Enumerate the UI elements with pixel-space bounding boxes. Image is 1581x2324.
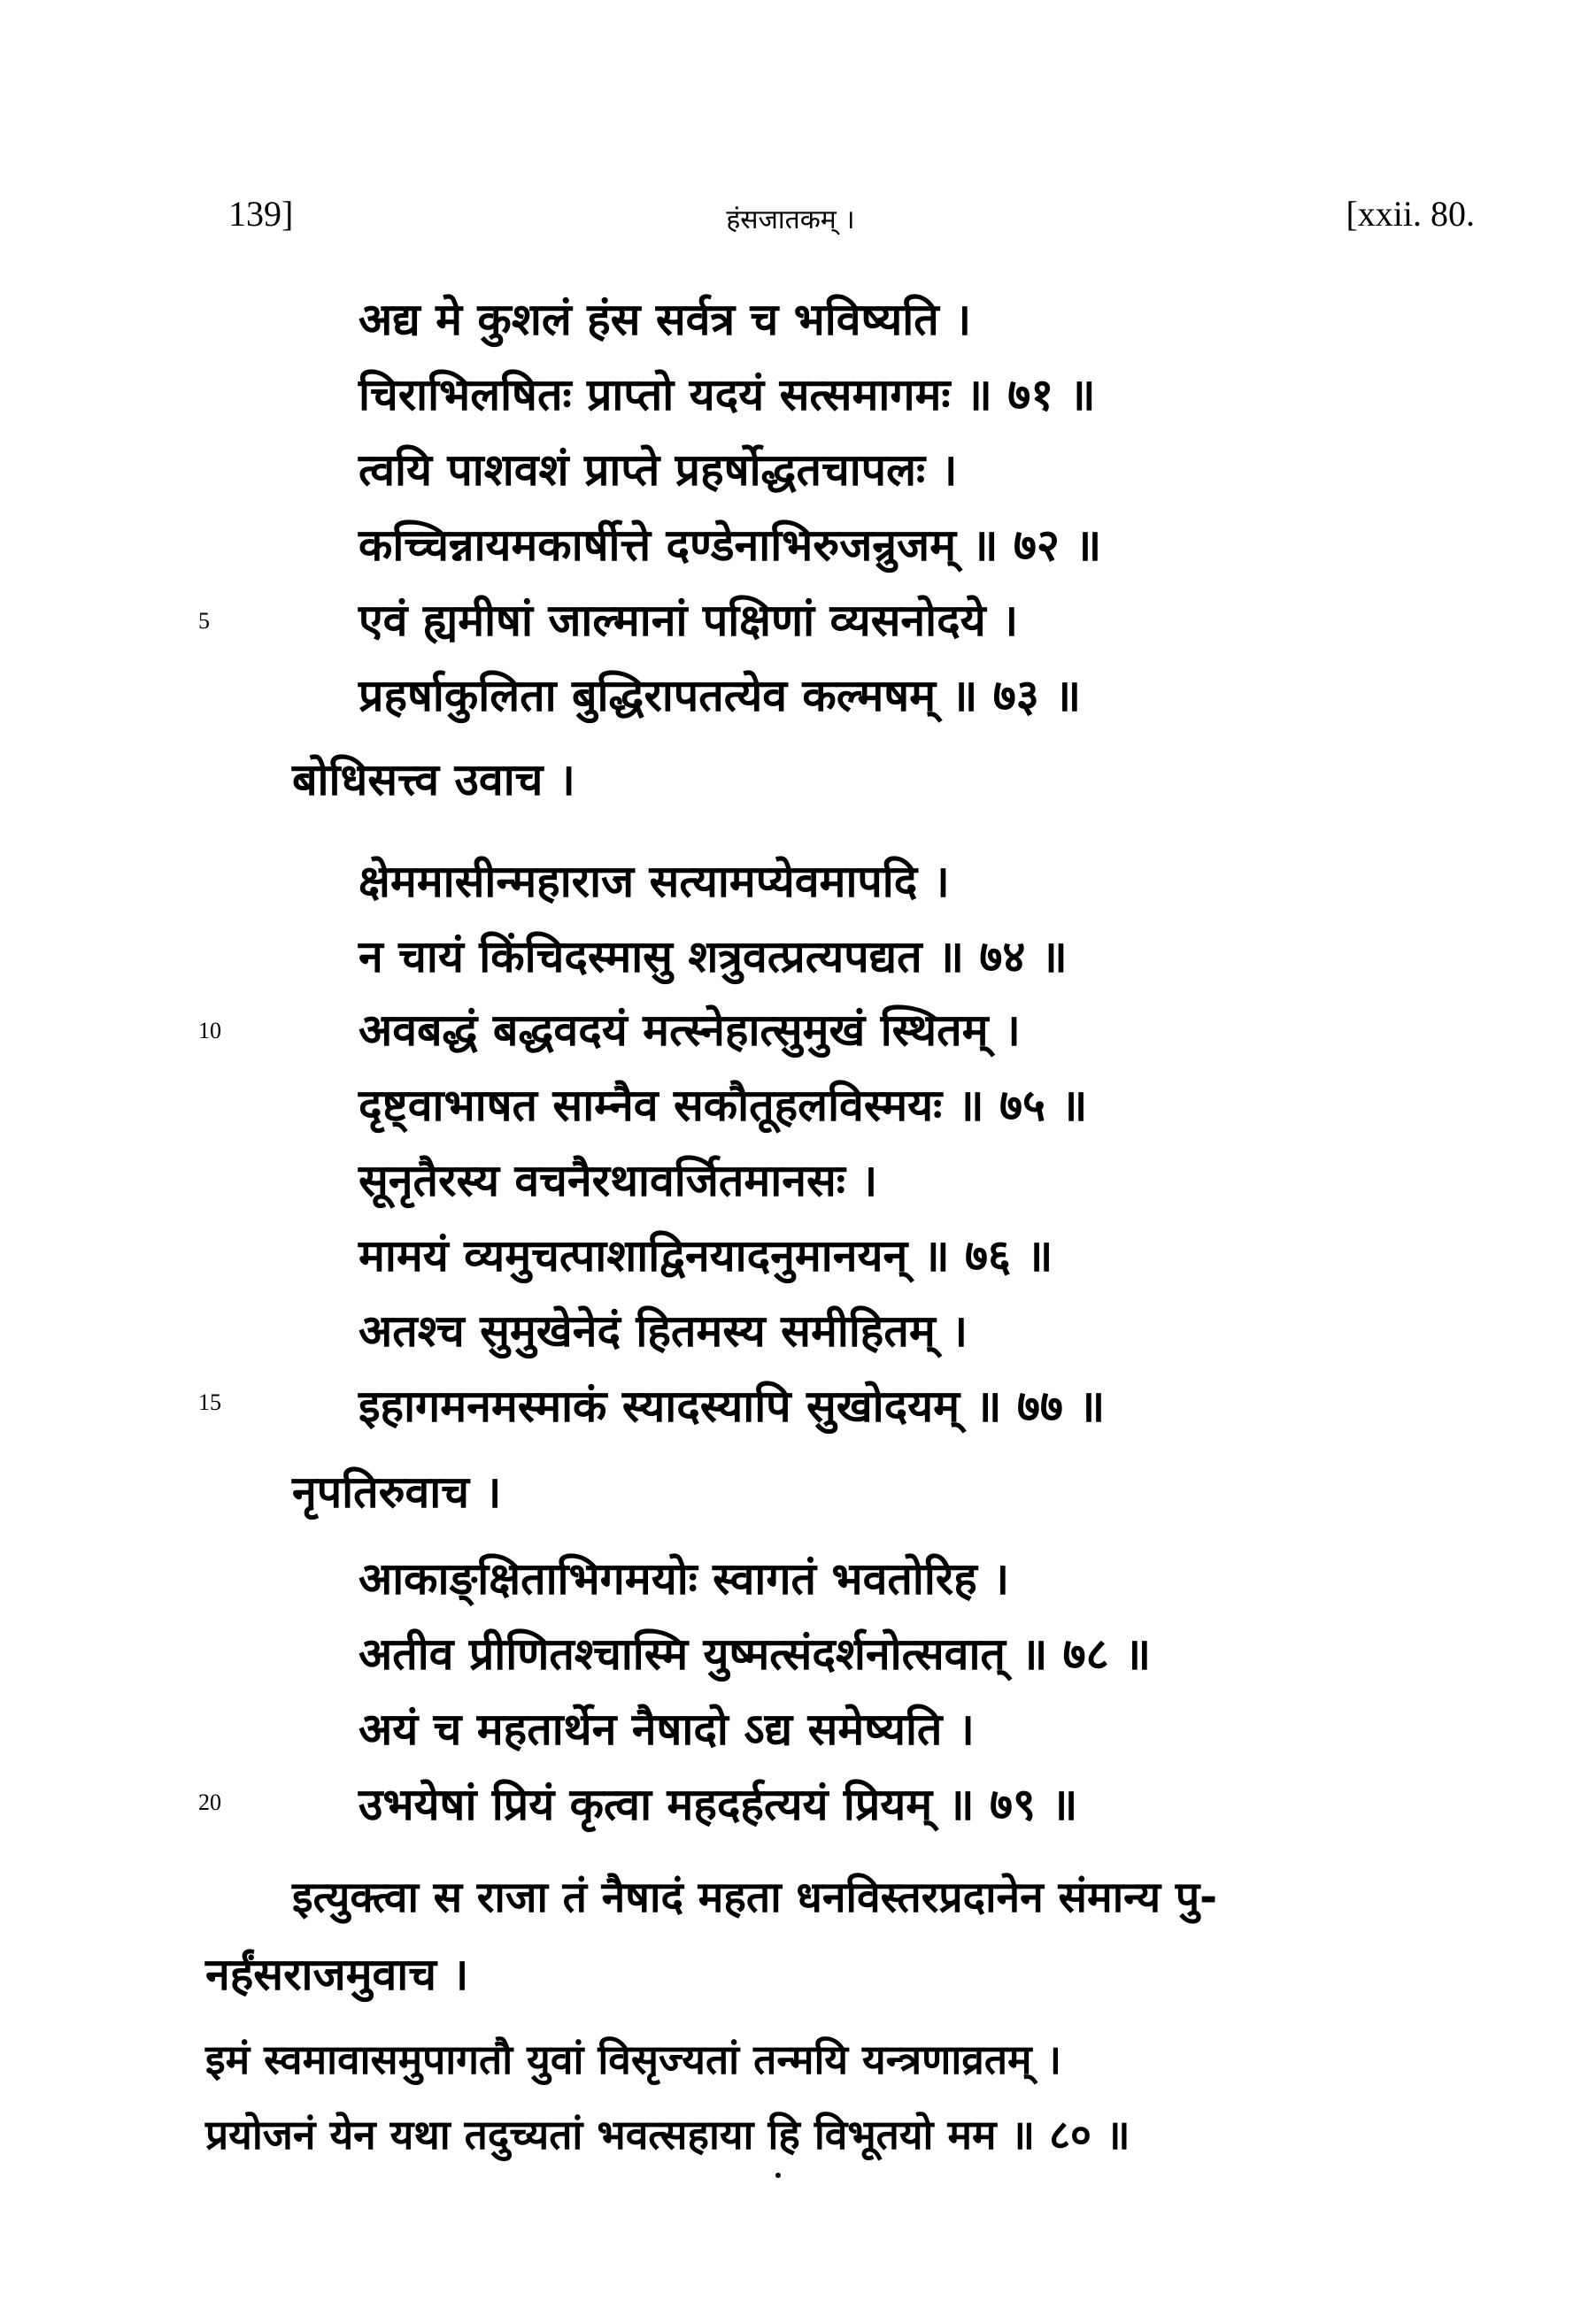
line-number: 10: [198, 1018, 221, 1043]
prose-line: नर्हंसराजमुवाच ।: [205, 1949, 469, 2000]
verse-line: एवं ह्यमीषां जाल्मानां पक्षिणां व्यसनोदये ।: [359, 595, 1019, 646]
verse-line: इमं स्वमावासमुपागतौ युवां विसृज्यतां तन्मयि यन्त्रणाव्रतम् ।: [205, 2035, 1062, 2083]
verse-line: अयं च महतार्थेन नैषादो ऽद्य समेष्यति ।: [359, 1704, 975, 1755]
verse-line: उभयेषां प्रियं कृत्वा महदर्हत्ययं प्रियम् ॥ ७९ ॥: [359, 1779, 1078, 1830]
prose-line: इत्युक्त्वा स राजा तं नैषादं महता धनविस्तरप्रदानेन संमान्य पु-: [292, 1873, 1218, 1922]
verse-line: त्वयि पाशवशं प्राप्ते प्रहर्षोद्धतचापलः ।: [359, 444, 958, 496]
page-number: 139]: [228, 194, 294, 234]
speaker-heading: बोधिसत्त्व उवाच ।: [292, 754, 575, 805]
verse-line: आकाङ्क्षिताभिगमयोः स्वागतं भवतोरिह ।: [359, 1553, 1010, 1604]
verse-line: सूनृतैरस्य वचनैरथावर्जितमानसः ।: [359, 1155, 878, 1206]
verse-line: अतश्च सुमुखेनेदं हितमस्य समीहितम् ।: [359, 1305, 968, 1357]
verse-line: अद्य मे कुशलं हंस सर्वत्र च भविष्यति ।: [359, 294, 972, 345]
line-number: 15: [198, 1389, 221, 1415]
verse-line: चिराभिलषितः प्राप्तो यदयं सत्समागमः ॥ ७१ ॥: [359, 369, 1096, 420]
verse-line: अतीव प्रीणितश्चास्मि युष्मत्संदर्शनोत्सवात् ॥ ७८ ॥: [359, 1628, 1152, 1680]
verse-line: न चायं किंचिदस्मासु शत्रुवत्प्रत्यपद्यत ॥ ७४ ॥: [359, 931, 1068, 982]
verse-line: प्रयोजनं येन यथा तदुच्यतां भवत्सहाया हि विभूतयो मम ॥ ८० ॥: [205, 2111, 1130, 2159]
verse-line: मामयं व्यमुचत्पाशाद्विनयादनुमानयन् ॥ ७६ ॥: [359, 1230, 1053, 1281]
verse-line: प्रहर्षाकुलिता बुद्धिरापतत्येव कल्मषम् ॥ ७३ ॥: [359, 670, 1082, 721]
running-title: हंसजातकम् ।: [726, 204, 855, 235]
line-number: 5: [198, 608, 210, 634]
verse-line: कच्चिन्नायमकार्षीत्ते दण्डेनाभिरुजन्रुजम् ॥ ७२ ॥: [359, 519, 1102, 571]
line-number: 20: [198, 1789, 221, 1815]
verse-line: क्षेममासीन्महाराज सत्यामप्येवमापदि ।: [359, 856, 950, 907]
page-dot: [775, 2173, 781, 2178]
verse-line: इहागमनमस्माकं स्यादस्यापि सुखोदयम् ॥ ७७ ॥: [359, 1381, 1106, 1432]
speaker-heading: नृपतिरुवाच ।: [292, 1466, 502, 1518]
verse-reference: [xxii. 80.: [1346, 194, 1475, 234]
verse-line: दृष्ट्वाभाषत साम्नैव सकौतूहलविस्मयः ॥ ७५ ॥: [359, 1080, 1088, 1131]
verse-line: अवबद्धं बद्धवदयं मत्स्नेहात्सुमुखं स्थितम् ।: [359, 1004, 1021, 1056]
